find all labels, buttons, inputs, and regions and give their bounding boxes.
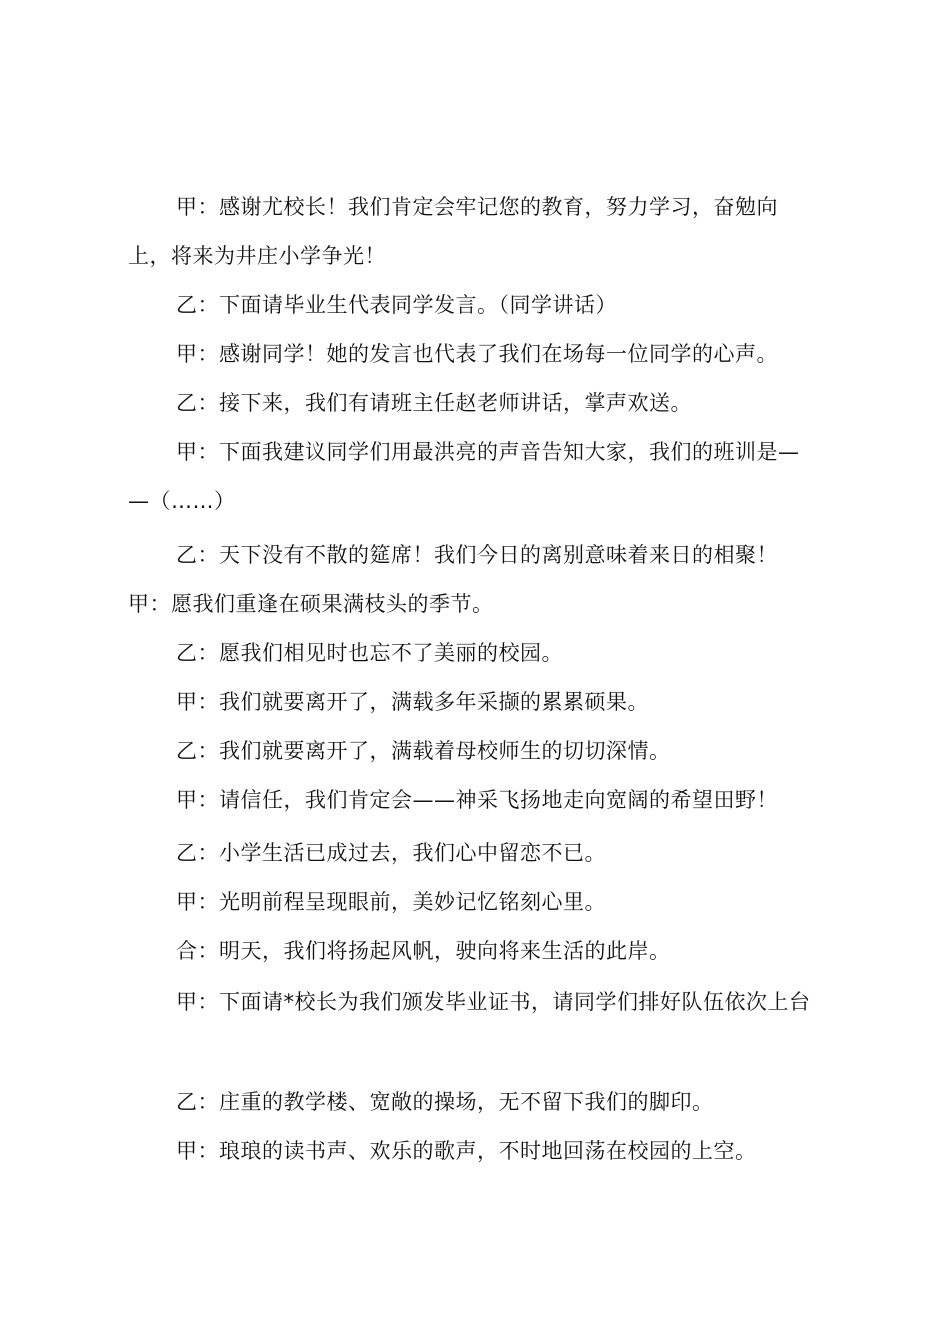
text-line: 甲：下面请*校长为我们颁发毕业证书，请同学们排好队伍依次上台 xyxy=(176,990,811,1014)
text-line: 乙：接下来，我们有请班主任赵老师讲话，掌声欢送。 xyxy=(176,391,692,415)
text-line: 乙：我们就要离开了，满载着母校师生的切切深情。 xyxy=(176,739,671,763)
text-line: 甲：琅琅的读书声、欢乐的歌声，不时地回荡在校园的上空。 xyxy=(176,1139,757,1163)
text-line: 甲：感谢尤校长！我们肯定会牢记您的教育，努力学习，奋勉向 xyxy=(176,195,778,219)
text-line: 乙：庄重的教学楼、宽敞的操场，无不留下我们的脚印。 xyxy=(176,1090,714,1114)
text-line: 乙：天下没有不散的筵席！我们今日的离别意味着来日的相聚！ xyxy=(176,543,778,567)
text-line: 甲：光明前程呈现眼前，美妙记忆铭刻心里。 xyxy=(176,890,606,914)
text-line: 乙：小学生活已成过去，我们心中留恋不已。 xyxy=(176,841,606,865)
text-line: 合：明天，我们将扬起风帆，驶向将来生活的此岸。 xyxy=(176,939,671,963)
text-line: 乙：下面请毕业生代表同学发言。（同学讲话） xyxy=(176,293,617,317)
text-line: 上，将来为井庄小学争光！ xyxy=(128,244,386,268)
text-line: 甲：我们就要离开了，满载多年采撷的累累硕果。 xyxy=(176,690,649,714)
text-line: 乙：愿我们相见时也忘不了美丽的校园。 xyxy=(176,641,563,665)
text-line: 甲：愿我们重逢在硕果满枝头的季节。 xyxy=(128,592,494,616)
text-line: 甲：感谢同学！她的发言也代表了我们在场每一位同学的心声。 xyxy=(176,342,778,366)
text-line: —（……） xyxy=(128,489,236,513)
text-line: 甲：下面我建议同学们用最洪亮的声音告知大家，我们的班训是— xyxy=(176,440,800,464)
text-line: 甲：请信任，我们肯定会——神采飞扬地走向宽阔的希望田野！ xyxy=(176,788,778,812)
